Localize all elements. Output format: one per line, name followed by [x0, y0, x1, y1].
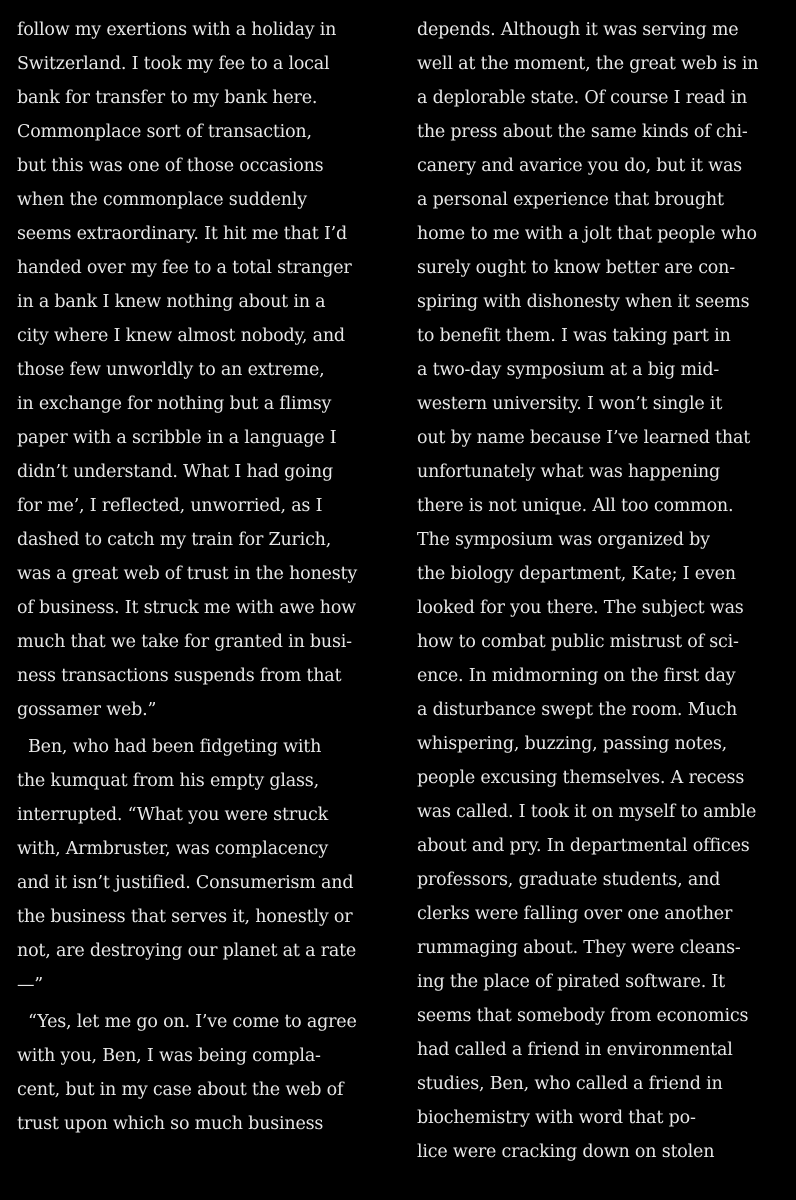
right-column-line-31: had called a friend in environmental: [417, 1040, 733, 1060]
right-column-line-12: western university. I won’t single it: [417, 394, 723, 414]
left-column-line-16: dashed to catch my train for Zurich,: [17, 530, 332, 550]
right-column-line-34: lice were cracking down on stolen: [417, 1142, 715, 1162]
left-column-line-13: paper with a scribble in a language I: [17, 428, 337, 448]
left-column-line-10: city where I knew almost nobody, and: [17, 326, 345, 346]
right-column-line-26: professors, graduate students, and: [417, 870, 721, 890]
right-column-line-21: a disturbance swept the room. Much: [417, 700, 738, 720]
left-column-line-15: for me’, I reflected, unworried, as I: [17, 496, 323, 516]
left-column-line-25: with, Armbruster, was complacency: [17, 839, 329, 859]
right-column-line-16: The symposium was organized by: [417, 530, 710, 550]
left-column-line-17: was a great web of trust in the honesty: [17, 564, 358, 584]
right-column-line-22: whispering, buzzing, passing notes,: [417, 734, 728, 754]
right-column-line-25: about and pry. In departmental offices: [417, 836, 750, 856]
right-column-line-10: to benefit them. I was taking part in: [417, 326, 731, 346]
left-column-line-8: handed over my fee to a total stranger: [17, 258, 352, 278]
right-column-line-32: studies, Ben, who called a friend in: [417, 1074, 723, 1094]
left-column-line-20: ness transactions suspends from that: [17, 666, 342, 686]
left-column-line-19: much that we take for granted in busi-: [17, 632, 352, 652]
right-column-line-11: a two-day symposium at a big mid-: [417, 360, 720, 380]
left-column-line-28: not, are destroying our planet at a rate: [17, 941, 357, 961]
right-column-line-15: there is not unique. All too common.: [417, 496, 734, 516]
right-column-line-1: depends. Although it was serving me: [417, 20, 739, 40]
right-column-line-18: looked for you there. The subject was: [417, 598, 744, 618]
right-column-line-20: ence. In midmorning on the first day: [417, 666, 736, 686]
right-column-line-6: a personal experience that brought: [417, 190, 724, 210]
left-column-line-3: bank for transfer to my bank here.: [17, 88, 318, 108]
right-column-line-4: the press about the same kinds of chi-: [417, 122, 748, 142]
left-column-line-18: of business. It struck me with awe how: [17, 598, 356, 618]
right-column-line-28: rummaging about. They were cleans-: [417, 938, 741, 958]
left-column-line-27: the business that serves it, honestly or: [17, 907, 353, 927]
left-column-line-7: seems extraordinary. It hit me that I’d: [17, 224, 348, 244]
left-column-line-32: cent, but in my case about the web of: [17, 1080, 344, 1100]
right-column-line-14: unfortunately what was happening: [417, 462, 721, 482]
left-column-line-31: with you, Ben, I was being compla-: [17, 1046, 321, 1066]
left-column-line-22: Ben, who had been fidgeting with: [28, 737, 322, 757]
left-column-line-29: —”: [17, 975, 44, 995]
right-column-line-5: canery and avarice you do, but it was: [417, 156, 742, 176]
left-text-column: [17, 13, 392, 1141]
right-column-line-30: seems that somebody from economics: [417, 1006, 749, 1026]
left-column-line-11: those few unworldly to an extreme,: [17, 360, 325, 380]
left-column-line-33: trust upon which so much business: [17, 1114, 324, 1134]
right-column-line-9: spiring with dishonesty when it seems: [417, 292, 750, 312]
right-column-line-8: surely ought to know better are con-: [417, 258, 735, 278]
left-column-line-30: “Yes, let me go on. I’ve come to agree: [28, 1012, 357, 1032]
left-column-line-14: didn’t understand. What I had going: [17, 462, 333, 482]
left-column-line-26: and it isn’t justified. Consumerism and: [17, 873, 354, 893]
right-column-line-2: well at the moment, the great web is in: [417, 54, 759, 74]
right-column-line-13: out by name because I’ve learned that: [417, 428, 751, 448]
right-column-line-27: clerks were falling over one another: [417, 904, 733, 924]
left-column-line-9: in a bank I knew nothing about in a: [17, 292, 326, 312]
right-text-column: [417, 13, 792, 1169]
left-column-line-21: gossamer web.”: [17, 700, 157, 720]
right-column-line-24: was called. I took it on myself to amble: [417, 802, 757, 822]
right-column-line-29: ing the place of pirated software. It: [417, 972, 725, 992]
right-column-line-23: people excusing themselves. A recess: [417, 768, 745, 788]
left-column-line-2: Switzerland. I took my fee to a local: [17, 54, 330, 74]
right-column-line-7: home to me with a jolt that people who: [417, 224, 757, 244]
left-column-line-24: interrupted. “What you were struck: [17, 805, 329, 825]
right-column-line-3: a deplorable state. Of course I read in: [417, 88, 748, 108]
left-column-line-23: the kumquat from his empty glass,: [17, 771, 319, 791]
left-column-line-6: when the commonplace suddenly: [17, 190, 307, 210]
left-column-line-12: in exchange for nothing but a flimsy: [17, 394, 332, 414]
left-column-line-5: but this was one of those occasions: [17, 156, 324, 176]
right-column-line-33: biochemistry with word that po-: [417, 1108, 696, 1128]
right-column-line-19: how to combat public mistrust of sci-: [417, 632, 739, 652]
right-column-line-17: the biology department, Kate; I even: [417, 564, 736, 584]
left-column-line-1: follow my exertions with a holiday in: [17, 20, 337, 40]
left-column-line-4: Commonplace sort of transaction,: [17, 122, 312, 142]
